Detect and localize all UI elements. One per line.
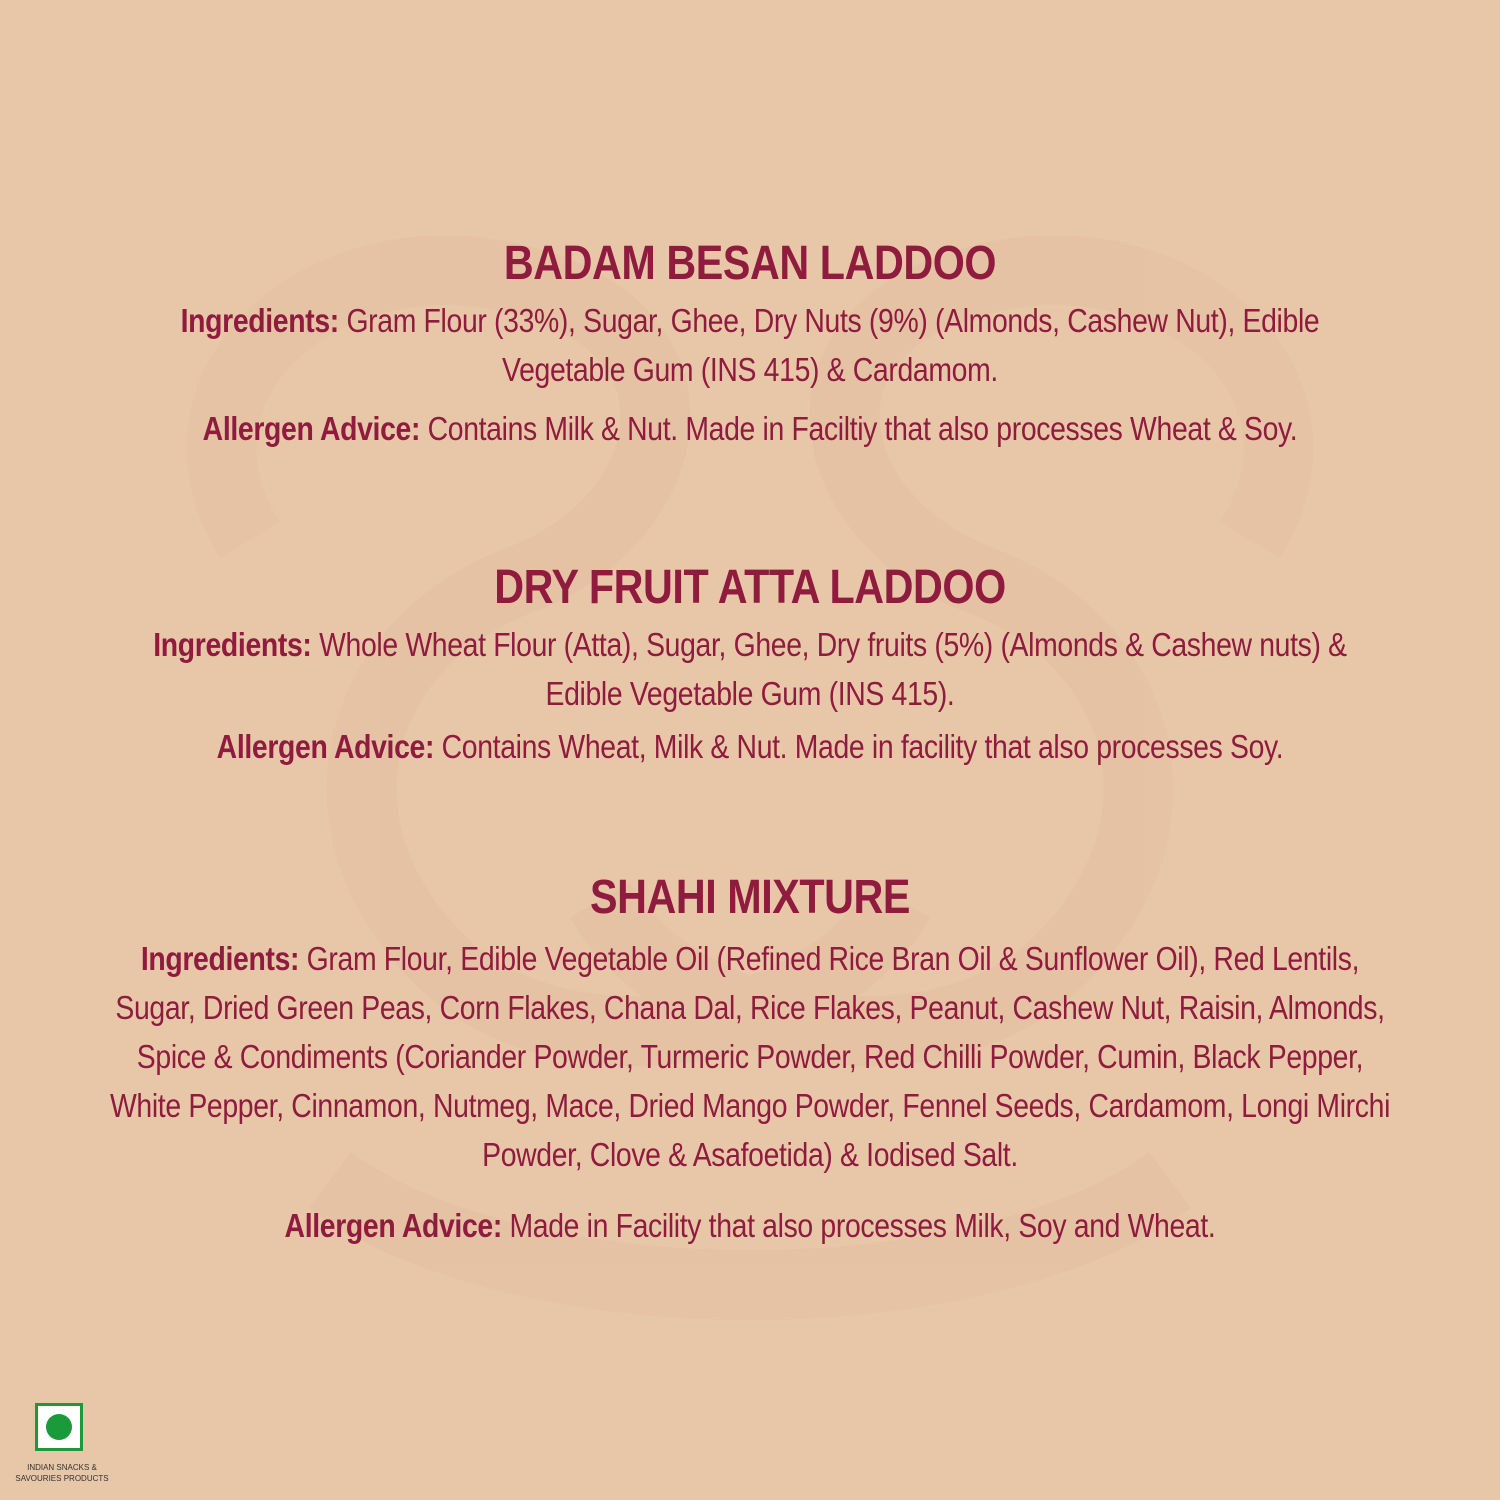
vegetarian-dot-icon [46, 1414, 72, 1440]
allergen-text [105, 1201, 1395, 1250]
product-title: DRY FRUIT ATTA LADDOO [494, 561, 1006, 614]
product-shahi-mixture [0, 870, 1500, 1250]
allergen-advice: Made in Facility that also processes Milk, Soy and Wheat. [501, 1207, 1216, 1244]
allergen-label: Allergen Advice: [216, 728, 435, 765]
ingredients-text [131, 620, 1369, 718]
ingredients-text [105, 934, 1395, 1179]
allergen-label: Allergen Advice: [284, 1207, 502, 1244]
product-badam-besan-laddoo [0, 236, 1500, 453]
allergen-advice: Contains Wheat, Milk & Nut. Made in facility that also processes Soy. [434, 728, 1284, 765]
category-line-2: SAVOURIES PRODUCTS [15, 1474, 109, 1483]
ingredients-label: Ingredients: [140, 940, 300, 977]
allergen-text [62, 404, 1438, 453]
product-title: SHAHI MIXTURE [589, 871, 911, 924]
vegetarian-mark-icon [35, 1403, 83, 1451]
allergen-text [79, 722, 1421, 771]
product-title: BADAM BESAN LADDOO [503, 237, 997, 290]
ingredients-text [139, 296, 1360, 394]
allergen-advice: Contains Milk & Nut. Made in Faciltiy that also processes Wheat & Soy. [420, 410, 1298, 447]
allergen-label: Allergen Advice: [202, 410, 421, 447]
ingredients-label: Ingredients: [153, 626, 312, 663]
ingredients-label: Ingredients: [180, 302, 339, 339]
ingredients-list: Gram Flour, Edible Vegetable Oil (Refined Rice Bran Oil & Sunflower Oil), Red Lentils, Sugar, Dried Green Peas, Corn Flakes, Chana Dal, Rice Flakes, Peanut, Cashew Nut, Raisin, Almonds, Spice & Condiments (Coriander Powder, Turmeric Powder, Red Chilli Powder, Cumin, Black Pepper, White Pepper, Cinnamon, Nutmeg, Mace, Dried Mango Powder, Fennel Seeds, Cardamom, Longi Mirchi Powder, Clove & Asafoetida) & Iodised Salt. [109, 940, 1391, 1173]
category-line-1: INDIAN SNACKS & [27, 1463, 97, 1472]
ingredients-list: Gram Flour (33%), Sugar, Ghee, Dry Nuts (9%) (Almonds, Cashew Nut), Edible Vegetable Gum (INS 415) & Cardamom. [338, 302, 1320, 388]
product-dry-fruit-atta-laddoo [0, 560, 1500, 771]
product-category-label [14, 1462, 110, 1484]
ingredients-list: Whole Wheat Flour (Atta), Sugar, Ghee, Dry fruits (5%) (Almonds & Cashew nuts) & Edible Vegetable Gum (INS 415). [311, 626, 1347, 712]
